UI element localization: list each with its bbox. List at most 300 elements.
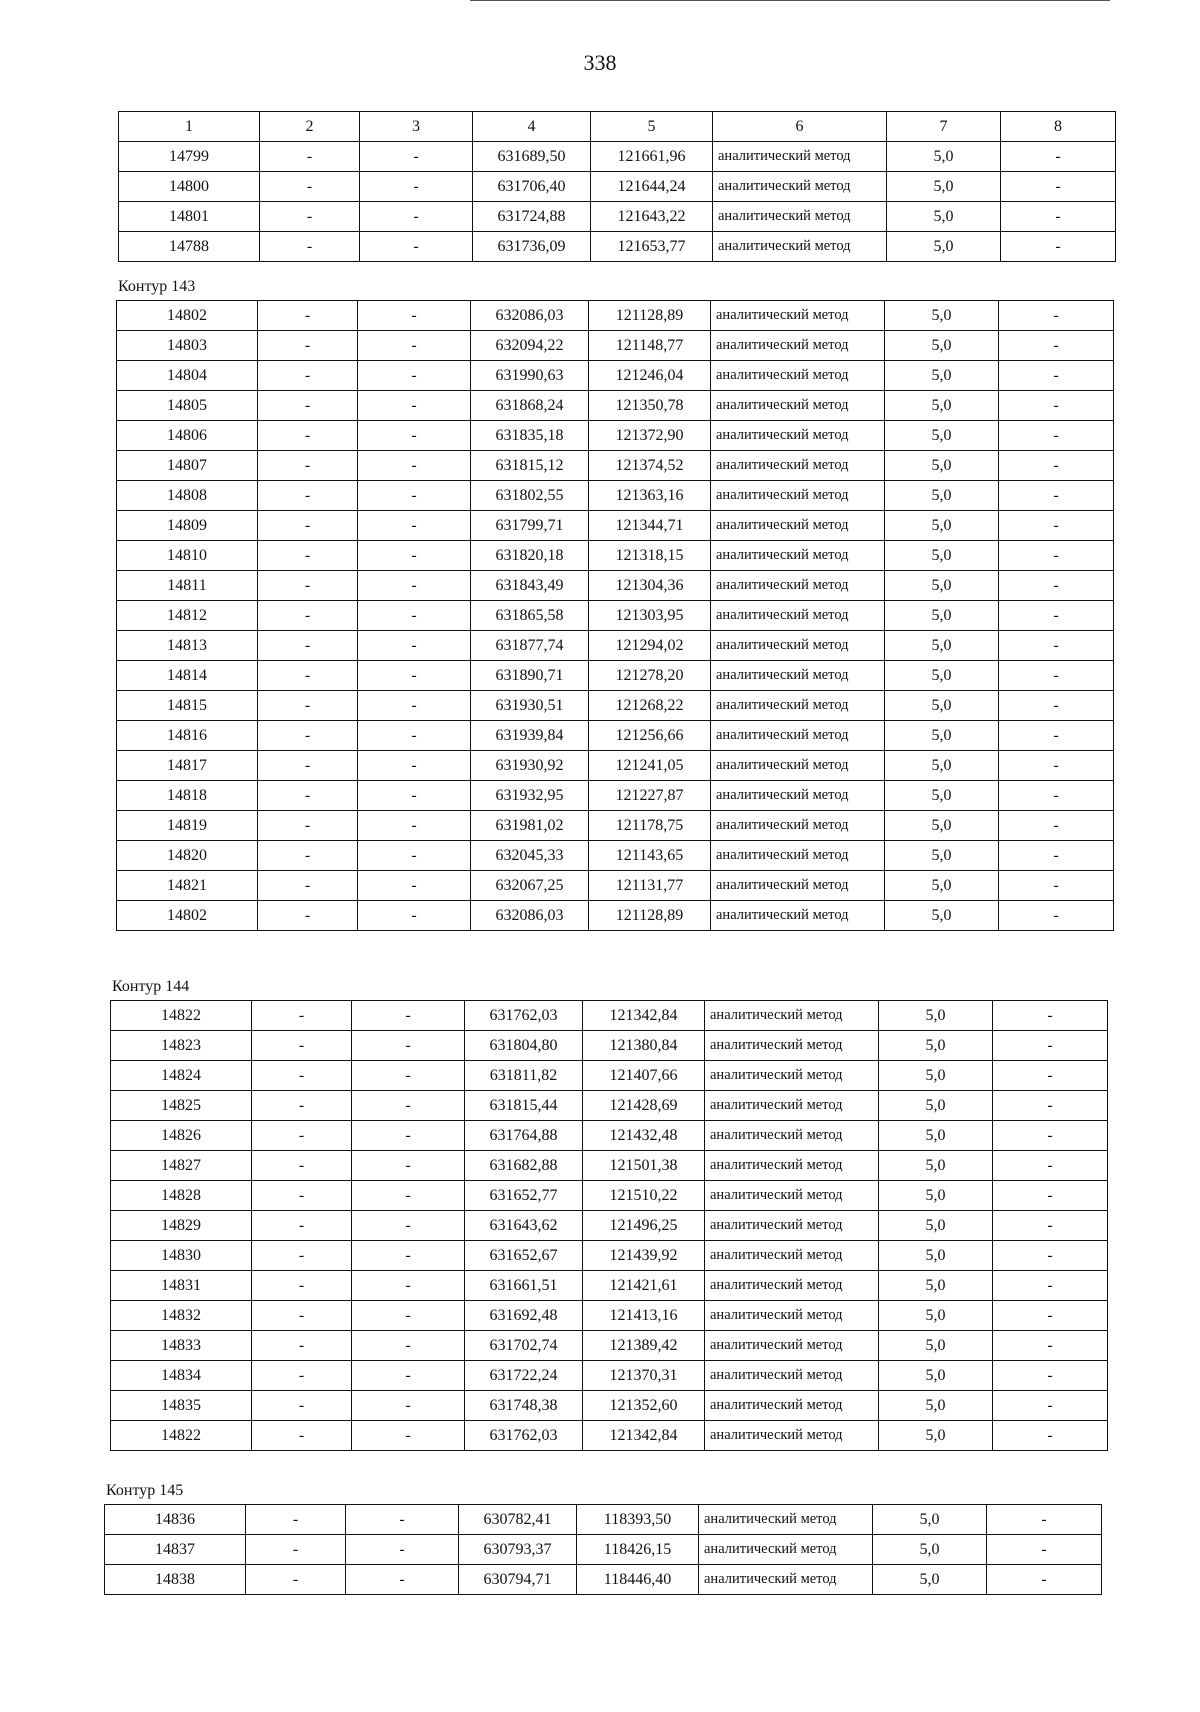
table-cell: - [993, 1361, 1108, 1391]
table-cell: 5,0 [885, 421, 999, 451]
table-cell: - [258, 781, 358, 811]
table-cell: - [258, 361, 358, 391]
table-cell: - [360, 202, 473, 232]
table-cell: - [252, 1091, 352, 1121]
table-cell: - [993, 1061, 1108, 1091]
table-cell: 5,0 [879, 1271, 993, 1301]
method-cell: аналитический метод [711, 361, 885, 391]
table-cell: 118446,40 [577, 1565, 699, 1595]
table-cell: - [1001, 142, 1116, 172]
table-cell: 631643,62 [465, 1211, 583, 1241]
table-row [119, 202, 1116, 232]
method-cell: аналитический метод [711, 391, 885, 421]
table-cell: 5,0 [885, 451, 999, 481]
table-cell: - [999, 871, 1114, 901]
table-cell: 14805 [117, 391, 258, 421]
method-cell: аналитический метод [699, 1535, 873, 1565]
table-cell: - [358, 871, 471, 901]
method-cell: аналитический метод [711, 871, 885, 901]
table-cell: 631820,18 [471, 541, 589, 571]
method-cell: аналитический метод [705, 1391, 879, 1421]
table-cell: - [993, 1211, 1108, 1241]
method-cell: аналитический метод [705, 1331, 879, 1361]
table-cell: - [999, 511, 1114, 541]
table-cell: - [358, 571, 471, 601]
table-cell: - [999, 631, 1114, 661]
table-cell: 5,0 [885, 571, 999, 601]
table-cell: - [999, 841, 1114, 871]
table-cell: - [258, 481, 358, 511]
table-cell: 14817 [117, 751, 258, 781]
method-cell: аналитический метод [713, 232, 887, 262]
table-cell: 14822 [111, 1001, 252, 1031]
table-cell: - [993, 1271, 1108, 1301]
table-cell: - [252, 1061, 352, 1091]
method-cell: аналитический метод [711, 631, 885, 661]
table-cell: - [358, 421, 471, 451]
table-cell: 14825 [111, 1091, 252, 1121]
table-cell: 631702,74 [465, 1331, 583, 1361]
table-row [111, 1301, 1108, 1331]
table-row [111, 1031, 1108, 1061]
table-row [117, 901, 1114, 931]
table-row [117, 661, 1114, 691]
table-cell: 630794,71 [459, 1565, 577, 1595]
table-cell: 14822 [111, 1421, 252, 1451]
table-row [111, 1061, 1108, 1091]
table-cell: 631706,40 [473, 172, 591, 202]
table-cell: - [260, 232, 360, 262]
table-cell: 631692,48 [465, 1301, 583, 1331]
table-cell: 631722,24 [465, 1361, 583, 1391]
method-cell: аналитический метод [711, 421, 885, 451]
table-cell: - [260, 142, 360, 172]
table-cell: - [358, 451, 471, 481]
table-cell: 5,0 [879, 1361, 993, 1391]
method-cell: аналитический метод [711, 691, 885, 721]
table-cell: 121380,84 [583, 1031, 705, 1061]
column-header: 7 [887, 112, 1001, 142]
table-cell: - [999, 331, 1114, 361]
table-cell: - [258, 841, 358, 871]
table-cell: 121374,52 [589, 451, 711, 481]
table-cell: - [258, 871, 358, 901]
table-cell: 121496,25 [583, 1211, 705, 1241]
table-cell: - [252, 1361, 352, 1391]
table-cell: - [993, 1121, 1108, 1151]
table-cell: 121318,15 [589, 541, 711, 571]
table-cell: - [252, 1211, 352, 1241]
table-cell: - [258, 601, 358, 631]
table-cell: 14814 [117, 661, 258, 691]
table-cell: - [999, 421, 1114, 451]
table-cell: - [352, 1241, 465, 1271]
table-cell: - [346, 1565, 459, 1595]
table-cell: 631843,49 [471, 571, 589, 601]
column-header: 5 [591, 112, 713, 142]
table-cell: 121342,84 [583, 1001, 705, 1031]
table-cell: - [993, 1031, 1108, 1061]
table-cell: 14809 [117, 511, 258, 541]
method-cell: аналитический метод [711, 661, 885, 691]
method-cell: аналитический метод [711, 301, 885, 331]
table-cell: - [358, 331, 471, 361]
table-cell: - [258, 301, 358, 331]
table-cell: 5,0 [873, 1535, 987, 1565]
table-cell: 631799,71 [471, 511, 589, 541]
table-cell: - [258, 631, 358, 661]
table-cell: 14838 [105, 1565, 246, 1595]
table-row [117, 541, 1114, 571]
table-row [105, 1505, 1102, 1535]
table-cell: 14826 [111, 1121, 252, 1151]
table-cell: 632067,25 [471, 871, 589, 901]
table-cell: 121370,31 [583, 1361, 705, 1391]
table-cell: 121278,20 [589, 661, 711, 691]
table-cell: - [999, 541, 1114, 571]
table-cell: 14810 [117, 541, 258, 571]
table-row [117, 481, 1114, 511]
table-row [117, 331, 1114, 361]
table-row [111, 1001, 1108, 1031]
table-cell: - [1001, 172, 1116, 202]
table-cell: 121421,61 [583, 1271, 705, 1301]
table-cell: 14830 [111, 1241, 252, 1271]
table-cell: - [360, 232, 473, 262]
table-cell: 121352,60 [583, 1391, 705, 1421]
table-cell: 14824 [111, 1061, 252, 1091]
table-cell: 5,0 [879, 1031, 993, 1061]
table-cell: 631815,12 [471, 451, 589, 481]
table-cell: - [358, 721, 471, 751]
table-cell: - [352, 1211, 465, 1241]
table-cell: 631652,77 [465, 1181, 583, 1211]
table-cell: 121227,87 [589, 781, 711, 811]
table-cell: - [999, 301, 1114, 331]
table-cell: 5,0 [885, 601, 999, 631]
table-cell: 631724,88 [473, 202, 591, 232]
table-cell: - [358, 601, 471, 631]
method-cell: аналитический метод [705, 1001, 879, 1031]
table-cell: 631868,24 [471, 391, 589, 421]
table-cell: 14820 [117, 841, 258, 871]
table-cell: - [358, 511, 471, 541]
table-cell: - [258, 811, 358, 841]
method-cell: аналитический метод [705, 1301, 879, 1331]
table-cell: 630793,37 [459, 1535, 577, 1565]
method-cell: аналитический метод [705, 1031, 879, 1061]
method-cell: аналитический метод [711, 721, 885, 751]
method-cell: аналитический метод [705, 1091, 879, 1121]
table-cell: 632086,03 [471, 901, 589, 931]
table-cell: - [246, 1535, 346, 1565]
table-cell: - [352, 1121, 465, 1151]
table-cell: 631930,92 [471, 751, 589, 781]
table-row [111, 1241, 1108, 1271]
table-cell: - [999, 571, 1114, 601]
table-cell: 14837 [105, 1535, 246, 1565]
table-cell: 14802 [117, 301, 258, 331]
table-cell: - [252, 1241, 352, 1271]
table-cell: 631762,03 [465, 1421, 583, 1451]
table-cell: 121256,66 [589, 721, 711, 751]
table-cell: - [993, 1241, 1108, 1271]
table-cell: - [258, 421, 358, 451]
table-cell: - [987, 1565, 1102, 1595]
table-cell: - [358, 841, 471, 871]
table-cell: - [352, 1271, 465, 1301]
table-cell: 14818 [117, 781, 258, 811]
method-cell: аналитический метод [705, 1421, 879, 1451]
table-cell: - [352, 1061, 465, 1091]
table-cell: - [258, 571, 358, 601]
table-cell: 631981,02 [471, 811, 589, 841]
table-cell: - [993, 1001, 1108, 1031]
table-cell: 631939,84 [471, 721, 589, 751]
table-cell: - [999, 901, 1114, 931]
table-cell: 632094,22 [471, 331, 589, 361]
table-cell: 14827 [111, 1151, 252, 1181]
table-cell: - [252, 1391, 352, 1421]
coordinates-table [118, 111, 1116, 262]
table-cell: - [993, 1301, 1108, 1331]
method-cell: аналитический метод [705, 1271, 879, 1301]
table-cell: - [258, 541, 358, 571]
top-rule [470, 0, 1110, 1]
table-cell: - [252, 1181, 352, 1211]
table-cell: 5,0 [879, 1001, 993, 1031]
column-header: 2 [260, 112, 360, 142]
method-cell: аналитический метод [711, 901, 885, 931]
table-row [111, 1121, 1108, 1151]
table-cell: - [358, 631, 471, 661]
table-cell: 121344,71 [589, 511, 711, 541]
table-cell: 5,0 [885, 391, 999, 421]
method-cell: аналитический метод [705, 1181, 879, 1211]
table-cell: 14828 [111, 1181, 252, 1211]
table-cell: 14800 [119, 172, 260, 202]
table-cell: - [246, 1565, 346, 1595]
table-cell: 5,0 [885, 901, 999, 931]
table-cell: 121143,65 [589, 841, 711, 871]
column-header: 3 [360, 112, 473, 142]
table-cell: 121643,22 [591, 202, 713, 232]
column-header: 1 [119, 112, 260, 142]
table-cell: 631930,51 [471, 691, 589, 721]
table-row [117, 781, 1114, 811]
table-cell: 121413,16 [583, 1301, 705, 1331]
table-cell: - [352, 1001, 465, 1031]
method-cell: аналитический метод [711, 751, 885, 781]
column-header: 6 [713, 112, 887, 142]
table-cell: 5,0 [873, 1565, 987, 1595]
table-cell: 631990,63 [471, 361, 589, 391]
page-number: 338 [583, 50, 617, 75]
table-row [117, 421, 1114, 451]
table-cell: - [993, 1391, 1108, 1421]
table-cell: 631890,71 [471, 661, 589, 691]
table-cell: 121131,77 [589, 871, 711, 901]
table-cell: - [999, 451, 1114, 481]
table-row [111, 1091, 1108, 1121]
table-cell: 5,0 [885, 661, 999, 691]
table-cell: 5,0 [879, 1391, 993, 1421]
table-cell: - [258, 901, 358, 931]
contour-block [118, 111, 1116, 262]
table-cell: - [252, 1031, 352, 1061]
table-cell: 5,0 [885, 781, 999, 811]
table-cell: 121644,24 [591, 172, 713, 202]
table-cell: 118426,15 [577, 1535, 699, 1565]
table-cell: - [252, 1151, 352, 1181]
table-cell: - [258, 391, 358, 421]
table-row [117, 601, 1114, 631]
table-cell: - [987, 1535, 1102, 1565]
table-cell: - [358, 751, 471, 781]
table-cell: 631877,74 [471, 631, 589, 661]
table-cell: - [993, 1151, 1108, 1181]
table-cell: - [352, 1361, 465, 1391]
table-cell: 14804 [117, 361, 258, 391]
table-row [117, 811, 1114, 841]
table-cell: 631736,09 [473, 232, 591, 262]
table-cell: - [258, 661, 358, 691]
method-cell: аналитический метод [711, 481, 885, 511]
table-cell: 121294,02 [589, 631, 711, 661]
table-cell: 5,0 [879, 1061, 993, 1091]
table-cell: - [999, 721, 1114, 751]
method-cell: аналитический метод [711, 841, 885, 871]
table-cell: - [346, 1535, 459, 1565]
table-cell: 121241,05 [589, 751, 711, 781]
table-cell: 632086,03 [471, 301, 589, 331]
table-row [111, 1391, 1108, 1421]
table-cell: - [1001, 232, 1116, 262]
table-cell: - [999, 811, 1114, 841]
table-cell: - [999, 601, 1114, 631]
table-cell: 5,0 [879, 1121, 993, 1151]
table-cell: 631762,03 [465, 1001, 583, 1031]
method-cell: аналитический метод [705, 1361, 879, 1391]
table-row [117, 451, 1114, 481]
table-row [117, 391, 1114, 421]
table-cell: 14803 [117, 331, 258, 361]
table-cell: 14829 [111, 1211, 252, 1241]
contour-block [116, 274, 1114, 931]
table-cell: 5,0 [885, 331, 999, 361]
table-row [117, 841, 1114, 871]
table-cell: 5,0 [879, 1151, 993, 1181]
contour-label: Контур 144 [112, 978, 190, 995]
table-cell: - [1001, 202, 1116, 232]
method-cell: аналитический метод [711, 571, 885, 601]
table-cell: 5,0 [879, 1421, 993, 1451]
table-cell: - [352, 1151, 465, 1181]
table-row [117, 871, 1114, 901]
table-cell: - [352, 1181, 465, 1211]
table-cell: - [993, 1421, 1108, 1451]
column-header: 8 [1001, 112, 1116, 142]
table-cell: - [246, 1505, 346, 1535]
method-cell: аналитический метод [711, 331, 885, 361]
table-row [117, 361, 1114, 391]
table-cell: 5,0 [885, 871, 999, 901]
method-cell: аналитический метод [711, 811, 885, 841]
table-cell: 121128,89 [589, 901, 711, 931]
table-cell: - [352, 1331, 465, 1361]
header-row [119, 112, 1116, 142]
method-cell: аналитический метод [713, 172, 887, 202]
method-cell: аналитический метод [705, 1241, 879, 1271]
table-cell: - [999, 781, 1114, 811]
table-cell: 631661,51 [465, 1271, 583, 1301]
table-cell: 14823 [111, 1031, 252, 1061]
table-cell: 14808 [117, 481, 258, 511]
table-cell: 631652,67 [465, 1241, 583, 1271]
table-cell: 5,0 [885, 511, 999, 541]
table-cell: - [358, 691, 471, 721]
table-row [117, 571, 1114, 601]
table-row [111, 1211, 1108, 1241]
table-cell: 5,0 [885, 631, 999, 661]
table-row [117, 301, 1114, 331]
table-cell: - [252, 1331, 352, 1361]
table-cell: - [987, 1505, 1102, 1535]
column-header: 4 [473, 112, 591, 142]
table-row [111, 1181, 1108, 1211]
table-cell: 631865,58 [471, 601, 589, 631]
table-cell: - [258, 511, 358, 541]
method-cell: аналитический метод [705, 1061, 879, 1091]
table-cell: - [358, 661, 471, 691]
table-cell: 5,0 [885, 811, 999, 841]
table-cell: 5,0 [879, 1241, 993, 1271]
table-cell: 121148,77 [589, 331, 711, 361]
method-cell: аналитический метод [699, 1505, 873, 1535]
table-cell: 14833 [111, 1331, 252, 1361]
table-cell: - [358, 391, 471, 421]
table-cell: 14799 [119, 142, 260, 172]
table-cell: 121510,22 [583, 1181, 705, 1211]
contour-block [104, 1478, 1102, 1595]
method-cell: аналитический метод [699, 1565, 873, 1595]
table-cell: 121128,89 [589, 301, 711, 331]
table-cell: 14815 [117, 691, 258, 721]
table-cell: 121372,90 [589, 421, 711, 451]
table-row [105, 1535, 1102, 1565]
table-cell: - [999, 691, 1114, 721]
table-cell: 630782,41 [459, 1505, 577, 1535]
table-cell: 14806 [117, 421, 258, 451]
table-cell: 121661,96 [591, 142, 713, 172]
table-cell: 5,0 [885, 691, 999, 721]
table-cell: 14834 [111, 1361, 252, 1391]
table-cell: 5,0 [873, 1505, 987, 1535]
table-cell: - [358, 361, 471, 391]
table-cell: - [258, 691, 358, 721]
method-cell: аналитический метод [713, 142, 887, 172]
table-cell: 121501,38 [583, 1151, 705, 1181]
table-cell: - [260, 172, 360, 202]
table-cell: 121363,16 [589, 481, 711, 511]
table-cell: 121653,77 [591, 232, 713, 262]
table-cell: - [252, 1301, 352, 1331]
table-cell: 632045,33 [471, 841, 589, 871]
table-cell: 631764,88 [465, 1121, 583, 1151]
contour-label: Контур 145 [106, 1482, 184, 1499]
table-cell: 5,0 [887, 142, 1001, 172]
contour-label: Контур 143 [118, 278, 196, 295]
